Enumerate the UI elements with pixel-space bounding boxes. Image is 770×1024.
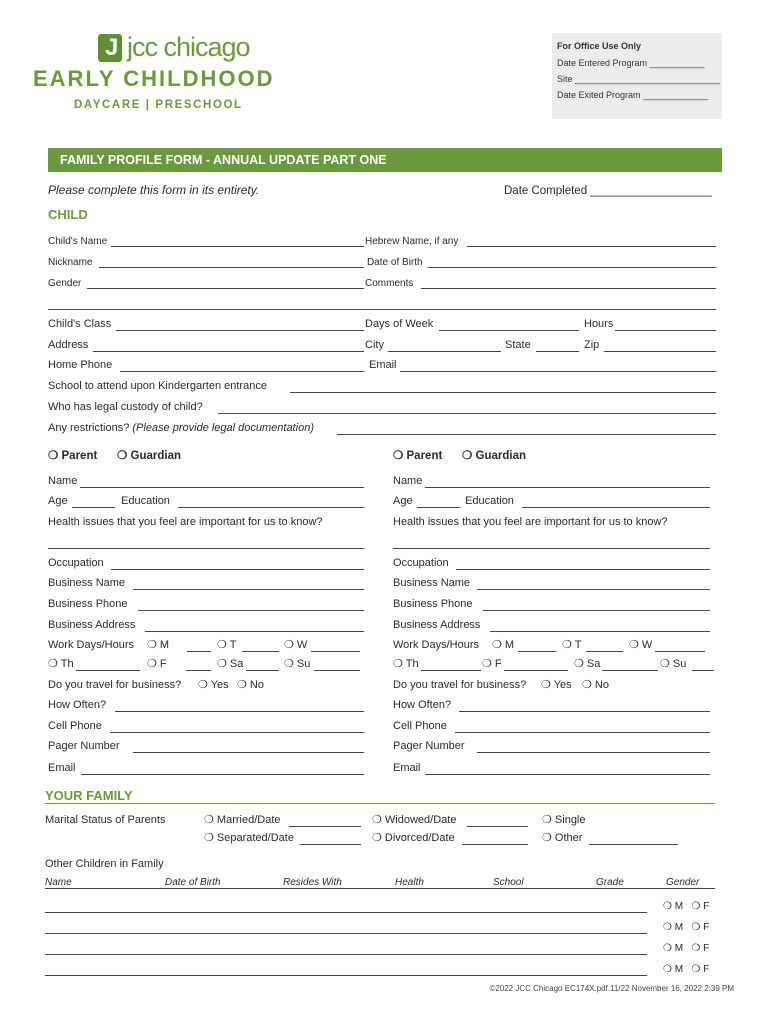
address-field[interactable] (93, 351, 364, 352)
p2-how-often-label: How Often? (393, 699, 452, 711)
p2-cell-phone-field[interactable] (455, 732, 710, 733)
p1-day-w-field[interactable] (311, 651, 360, 652)
col-school: School (493, 877, 524, 888)
child-row-4-gender[interactable]: ❍ M ❍ F (663, 964, 710, 975)
footer-text: ©2022 JCC Chicago EC174X.pdf.11/22 November 16, 2022 2:39 PM (489, 984, 734, 993)
office-use-box (552, 33, 722, 119)
address-label: Address (48, 339, 89, 351)
p1-day-f-field[interactable] (186, 670, 211, 671)
p1-day-m-field[interactable] (187, 651, 211, 652)
p2-pager-label: Pager Number (393, 740, 465, 752)
days-of-week-field[interactable] (439, 330, 579, 331)
col-name: Name (45, 877, 72, 888)
p1-business-name-field[interactable] (133, 589, 364, 590)
married-date-field[interactable] (289, 826, 361, 827)
divorced-date-field[interactable] (462, 844, 528, 845)
p1-business-address-field[interactable] (145, 631, 364, 632)
other-status-field[interactable] (589, 844, 678, 845)
intro-text: Please complete this form in its entirety. (48, 183, 260, 197)
p1-email-field[interactable] (81, 774, 364, 775)
p1-day-sa[interactable]: ❍ Sa (217, 658, 244, 670)
p1-age-label: Age (48, 495, 68, 507)
p2-day-t[interactable]: ❍ T (562, 639, 582, 651)
home-phone-label: Home Phone (48, 359, 113, 371)
date-completed-field[interactable]: Date Completed ___________________ (504, 185, 712, 197)
p1-day-th[interactable]: ❍ Th (48, 658, 74, 670)
p2-travel-no[interactable]: ❍ No (582, 679, 609, 691)
p2-business-name-label: Business Name (393, 577, 471, 589)
p2-age-label: Age (393, 495, 413, 507)
p2-travel-label: Do you travel for business? (393, 679, 527, 691)
logo-j-mark: J (105, 34, 119, 61)
restrictions-text: Any restrictions? (48, 422, 130, 434)
program-subtitle: DAYCARE | PRESCHOOL (74, 99, 243, 111)
city-label: City (365, 339, 384, 351)
restrictions-label (48, 422, 314, 435)
p2-day-w[interactable]: ❍ W (629, 639, 653, 651)
child-email-label: Email (369, 359, 397, 371)
p1-health-label: Health issues that you feel are important for us to know? (48, 516, 323, 528)
separated-date-field[interactable] (300, 844, 361, 845)
home-phone-field[interactable] (120, 371, 364, 372)
p1-day-su-field[interactable] (314, 670, 360, 671)
p2-day-t-field[interactable] (586, 651, 623, 652)
marital-status-label: Marital Status of Parents (45, 814, 166, 826)
p1-day-w[interactable]: ❍ W (284, 639, 308, 651)
p2-business-address-field[interactable] (490, 631, 710, 632)
office-site: Site _____________________________ (557, 74, 721, 84)
hebrew-name-field[interactable] (467, 246, 716, 247)
child-row-1-gender[interactable]: ❍ M ❍ F (663, 901, 710, 912)
family-divider (45, 803, 715, 804)
nickname-label: Nickname (48, 257, 93, 268)
p2-health-label: Health issues that you feel are important for us to know? (393, 516, 668, 528)
family-heading: YOUR FAMILY (45, 788, 133, 803)
nickname-field[interactable] (99, 267, 364, 268)
p1-occupation-label: Occupation (48, 557, 104, 569)
comments-label: Comments (365, 278, 414, 289)
child-row-4-field[interactable] (45, 975, 647, 976)
p2-business-phone-label: Business Phone (393, 598, 473, 610)
p1-health-field[interactable] (48, 548, 364, 549)
child-row-1-field[interactable] (45, 912, 647, 913)
separated-option[interactable]: ❍ Separated/Date (204, 832, 294, 844)
zip-field[interactable] (604, 351, 716, 352)
hebrew-name-label: Hebrew Name, if any (365, 236, 459, 247)
p2-day-f[interactable]: ❍ F (482, 658, 502, 670)
p2-day-m[interactable]: ❍ M (492, 639, 515, 651)
p1-day-t-field[interactable] (242, 651, 279, 652)
p2-business-phone-field[interactable] (483, 610, 710, 611)
guardian-option-1[interactable]: ❍ Guardian (117, 450, 181, 462)
p1-pager-label: Pager Number (48, 740, 120, 752)
p1-business-phone-label: Business Phone (48, 598, 128, 610)
p1-day-th-field[interactable] (76, 670, 140, 671)
childs-class-field[interactable] (116, 330, 364, 331)
child-row-2-field[interactable] (45, 933, 647, 934)
p2-health-field[interactable] (393, 548, 710, 549)
school-label: School to attend upon Kindergarten entrance (48, 380, 267, 392)
zip-label: Zip (584, 339, 600, 351)
p1-travel-yes[interactable]: ❍ Yes (198, 679, 229, 691)
parent-option-2[interactable]: ❍ Parent (393, 450, 443, 462)
p2-day-m-field[interactable] (518, 651, 556, 652)
p2-day-su[interactable]: ❍ Su (660, 658, 687, 670)
p1-cell-phone-field[interactable] (110, 732, 364, 733)
p1-occupation-field[interactable] (111, 569, 364, 570)
child-row-3-field[interactable] (45, 954, 647, 955)
dob-label: Date of Birth (367, 257, 423, 268)
office-heading: For Office Use Only (557, 41, 642, 51)
p1-education-field[interactable] (178, 507, 364, 508)
guardian-option-2[interactable]: ❍ Guardian (462, 450, 526, 462)
p1-travel-label: Do you travel for business? (48, 679, 182, 691)
p2-email-label: Email (393, 762, 421, 774)
p1-education-label: Education (121, 495, 170, 507)
p2-day-sa-field[interactable] (602, 670, 658, 671)
comments-field[interactable] (421, 288, 716, 289)
p1-work-days-label: Work Days/Hours (48, 639, 134, 651)
p1-day-su[interactable]: ❍ Su (284, 658, 311, 670)
hours-label: Hours (584, 318, 614, 330)
p2-day-w-field[interactable] (655, 651, 705, 652)
custody-field[interactable] (218, 413, 716, 414)
dob-field[interactable] (428, 267, 716, 268)
p2-day-th-field[interactable] (421, 670, 481, 671)
p2-occupation-field[interactable] (456, 569, 710, 570)
city-field[interactable] (388, 351, 501, 352)
col-health: Health (395, 877, 424, 888)
p2-day-sa[interactable]: ❍ Sa (574, 658, 601, 670)
children-header-rule (45, 888, 715, 889)
single-option[interactable]: ❍ Single (542, 814, 586, 826)
childs-class-label: Child's Class (48, 318, 112, 330)
gender-field[interactable] (87, 288, 364, 289)
p1-name-label: Name (48, 475, 78, 487)
child-row-3-gender[interactable]: ❍ M ❍ F (663, 943, 710, 954)
state-field[interactable] (536, 351, 579, 352)
col-dob: Date of Birth (165, 877, 221, 888)
office-date-exited: Date Exited Program _____________ (557, 90, 709, 100)
p2-day-f-field[interactable] (504, 670, 568, 671)
p1-day-f[interactable]: ❍ F (147, 658, 167, 670)
p1-age-field[interactable] (72, 507, 115, 508)
state-label: State (505, 339, 531, 351)
p2-business-name-field[interactable] (477, 589, 710, 590)
other-option[interactable]: ❍ Other (542, 832, 583, 844)
child-heading: CHILD (48, 207, 88, 222)
childs-name-field[interactable] (111, 246, 364, 247)
p2-education-field[interactable] (522, 507, 710, 508)
p2-day-su-field[interactable] (692, 670, 714, 671)
widowed-option[interactable]: ❍ Widowed/Date (372, 814, 457, 826)
p1-pager-field[interactable] (133, 752, 364, 753)
hours-field[interactable] (615, 330, 716, 331)
p2-email-field[interactable] (425, 774, 710, 775)
col-gender: Gender (666, 877, 700, 888)
p2-name-field[interactable] (425, 487, 710, 488)
form-banner (48, 148, 722, 172)
p1-email-label: Email (48, 762, 76, 774)
p1-how-often-label: How Often? (48, 699, 107, 711)
col-resides-with: Resides With (283, 877, 342, 888)
p2-travel-yes[interactable]: ❍ Yes (541, 679, 572, 691)
school-field[interactable] (290, 392, 716, 393)
child-email-field[interactable] (400, 371, 716, 372)
form-title: FAMILY PROFILE FORM - ANNUAL UPDATE PART ONE (60, 153, 387, 167)
divorced-option[interactable]: ❍ Divorced/Date (372, 832, 455, 844)
gender-label: Gender (48, 278, 82, 289)
p1-business-name-label: Business Name (48, 577, 126, 589)
p1-cell-phone-label: Cell Phone (48, 720, 102, 732)
other-children-label: Other Children in Family (45, 858, 164, 870)
p1-business-address-label: Business Address (48, 619, 136, 631)
p2-pager-field[interactable] (477, 752, 710, 753)
restrictions-note: (Please provide legal documentation) (132, 422, 314, 434)
p2-occupation-label: Occupation (393, 557, 449, 569)
restrictions-field[interactable] (337, 434, 716, 435)
p2-day-th[interactable]: ❍ Th (393, 658, 419, 670)
p1-how-often-field[interactable] (115, 711, 364, 712)
parent-option-1[interactable]: ❍ Parent (48, 450, 98, 462)
child-row-2-gender[interactable]: ❍ M ❍ F (663, 922, 710, 933)
p1-travel-no[interactable]: ❍ No (237, 679, 264, 691)
custody-label: Who has legal custody of child? (48, 401, 203, 413)
office-date-entered: Date Entered Program ___________ (557, 58, 705, 68)
p1-day-t[interactable]: ❍ T (217, 639, 237, 651)
married-option[interactable]: ❍ Married/Date (204, 814, 281, 826)
program-title: EARLY CHILDHOOD (33, 66, 275, 91)
p1-business-phone-field[interactable] (138, 610, 364, 611)
widowed-date-field[interactable] (467, 826, 528, 827)
p2-how-often-field[interactable] (459, 711, 710, 712)
days-of-week-label: Days of Week (365, 318, 434, 330)
p1-day-m[interactable]: ❍ M (147, 639, 170, 651)
p1-day-sa-field[interactable] (246, 670, 279, 671)
p2-cell-phone-label: Cell Phone (393, 720, 447, 732)
col-grade: Grade (596, 877, 624, 888)
p2-name-label: Name (393, 475, 423, 487)
p2-age-field[interactable] (417, 507, 460, 508)
childs-name-label: Child's Name (48, 236, 108, 247)
comments-field-2[interactable] (48, 309, 716, 310)
p2-education-label: Education (465, 495, 514, 507)
logo-text: jcc chicago (127, 32, 250, 62)
p2-work-days-label: Work Days/Hours (393, 639, 479, 651)
p1-name-field[interactable] (80, 487, 364, 488)
p2-business-address-label: Business Address (393, 619, 481, 631)
